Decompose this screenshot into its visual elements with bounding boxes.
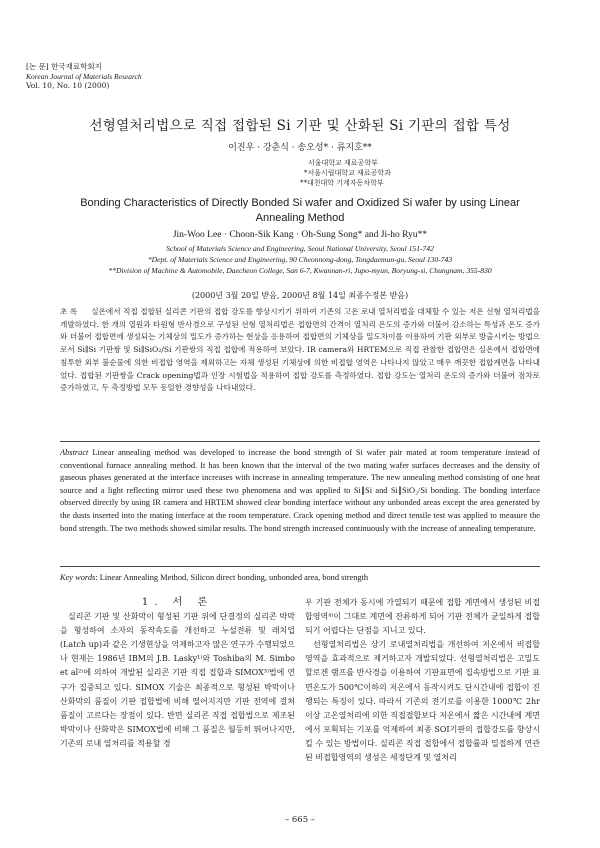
abstract-en-text: Linear annealing method was developed to increase the bond strength of Si wafer pair mated at room temperature instead of conventional furnace annealing method. It has been known that the interval of the two mating wafer surfaces decreases and the density of gaseous phases generated at the interface increases with increase in annealing temperature. The new annealing method consisting of one heat source and a light reflecting mirror used these two phenomena and was applied to Si∥Si and Si∥SiO₂/Si bonding. The bonding interface observed directly by using IR camera and HRTEM showed clear bonding interface without any unbonded areas except the area generated by the dusts inserted into the mating interface at the room temperature. Crack opening method and direct tensile test was applied to measure the bond strength. The two methods showed similar results. The bond strength increased continuously with the increase of annealing temperature. [60,448,540,533]
keywords-text: : Linear Annealing Method, Silicon direct bonding, unbonded area, bond strength [95,573,369,582]
journal-name-ko: [논 문] 한국재료학회지 [26,62,102,71]
abstract-ko-label: 초 록 [60,307,78,316]
affiliation-en-1: School of Materials Science and Engineering, Seoul National University, Seoul 151-742 [166,244,434,253]
body-paragraph: 실리콘 기판 및 산화막이 형성된 기판 위에 단결정의 실리콘 박막을 형성하여 소자의 동작속도를 개선하고 누설전류 및 래치업(Latch up)과 같은 기생현상을 억제하고자 많은 연구가 수행되었으나 현재는 1986년 IBM의 J.B. Lasky¹⁾와 Toshiba의 M. Simbo et al²⁾에 의하여 개발된 실리콘 기판 직접 접합과 SIMOX³⁾법에 연구가 집중되고 있다. SIMOX 기술은 최종적으로 형성된 박막이나 산화막의 품질이 기판 접합법에 비해 떨어지지만 기판 전역에 걸쳐 품질이 고르다는 장점이 있다. 반면 실리콘 직접 접합법으로 제조된 박막이나 산화막은 SIMOX법에 비해 그 품질은 월등히 뛰어나지만, 기존의 로내 열처리를 적용할 경 [60,612,295,748]
page-number: – 665 – [284,815,316,825]
affiliation-ko-2: *서울시립대학교 재료공학과 [304,169,391,177]
abstract-korean [60,306,540,395]
abstract-english [60,447,540,535]
affiliations-english [0,243,600,276]
abstract-en-label: Abstract [60,448,89,457]
section-heading-introduction: 1. 서 론 [141,597,214,608]
keywords [60,573,540,582]
body-column-right [305,596,540,765]
authors-korean: 이진우 · 강춘식 · 송오성* · 류지호** [228,143,372,153]
title-korean: 선형열처리법으로 직접 접합된 Si 기판 및 산화된 Si 기판의 접합 특성 [89,118,511,134]
affiliations-korean [300,158,391,188]
body-paragraph: 우 기판 전체가 동시에 가열되기 때문에 접합 계면에서 생성된 비접합영역⁴⁾이 그대로 계면에 잔류하게 되어 기판 전체가 균일하게 접합되기 어렵다는 단점을 지니고 있다. [305,598,540,636]
keywords-label: Key words [60,573,96,582]
body-paragraph: 선형열처리법은 상기 로내열처리법을 개선하여 저온에서 비접합 영역을 효과적으로 제거하고자 개발되었다. 선형열처리법은 고밀도 할로겐 램프를 반사경을 이용하여 기판표면에 집속방법으로 기판 표면온도가 500℃이하의 저온에서 동작시켜도 단시간내에 접합이 진행되는 특징이 있다. 따라서 기존의 전기로를 이용한 1000℃ 2hr이상 고온열처리에 의한 직접접합보다 저온에서 짧은 시간내에 계면에서 포획되는 기포를 억제하여 최종 SOI기판의 접합강도를 향상시킬 수 있는 방법이다. 실리콘 직접 접합에서 접합률과 밀접하게 연관된 비접합영역의 생성은 세정단계 및 열처리 [305,640,540,763]
affiliation-ko-1: 서울대학교 재료공학부 [308,159,378,167]
divider-bottom [60,566,540,567]
divider-top [60,441,540,442]
affiliation-ko-3: **대천대학 기계자동차학부 [300,179,384,187]
affiliation-en-2: *Dept. of Materials Science and Engineering, 90 Cheonnong-dong, Tongdaemun-gu, Seoul 130-743 [147,255,453,264]
abstract-ko-text: 실온에서 직접 접합된 실리콘 기판의 접합 강도를 향상시키기 위하여 기존의 고온 로내 열처리법을 대체할 수 있는 저온 선형 열처리법을 개발하였다. 한 개의 열원과 타원형 반사경으로 구성된 선형 열처리법은 접합면의 간격이 열처리 온도의 증가와 더불어 감소하는 특성과 온도 증가와 더불어 접합면에 생성되는 기체상의 밀도가 증가하는 현상을 응용하여 접합면의 기체상을 밀도차이를 이용하여 기판 외부로 방출시키는 방법으로서 Si∥Si 기판쌍 및 Si∥SiO₂/Si 기판쌍의 직접 접합에 적용하여 보았다. IR camera와 HRTEM으로 직접 관찰한 접합면은 실온에서 접합면에 침투한 외부 불순물에 의한 비접합 영역을 제외하고는 자체 생성된 기체상에 의한 비접합 영역은 나타나지 않았고 매우 깨끗한 접합계면을 나타내었다. 접합된 기판쌍을 Crack opening법과 인장 시험법을 적용하여 접합 강도를 측정하였다. 접합 강도는 열처리 온도의 증가와 더불어 점차로 증가하였고, 두 측정방법 모두 동일한 경향성을 나타내었다. [60,307,540,393]
authors-english: Jin-Woo Lee · Choon-Sik Kang · Oh-Sung Song* and Ji-ho Ryu** [172,230,428,240]
body-column-left [60,596,295,751]
journal-volume: Vol. 10, No. 10 (2000) [26,81,110,90]
received-dates: (2000년 3월 20일 받음, 2000년 8월 14일 최종수정본 받음) [191,291,409,300]
affiliation-en-3: **Division of Machine & Automobile, Daecheon College, San 6-7, Kwannan-ri, Jupo-myun, Boryung-si, Chungnam, 355-830 [108,266,492,275]
journal-name-en: Korean Journal of Materials Research [26,71,142,81]
journal-header [26,62,142,91]
title-english: Bonding Characteristics of Directly Bonded Si wafer and Oxidized Si wafer by using Linear Annealing Method [80,197,520,224]
